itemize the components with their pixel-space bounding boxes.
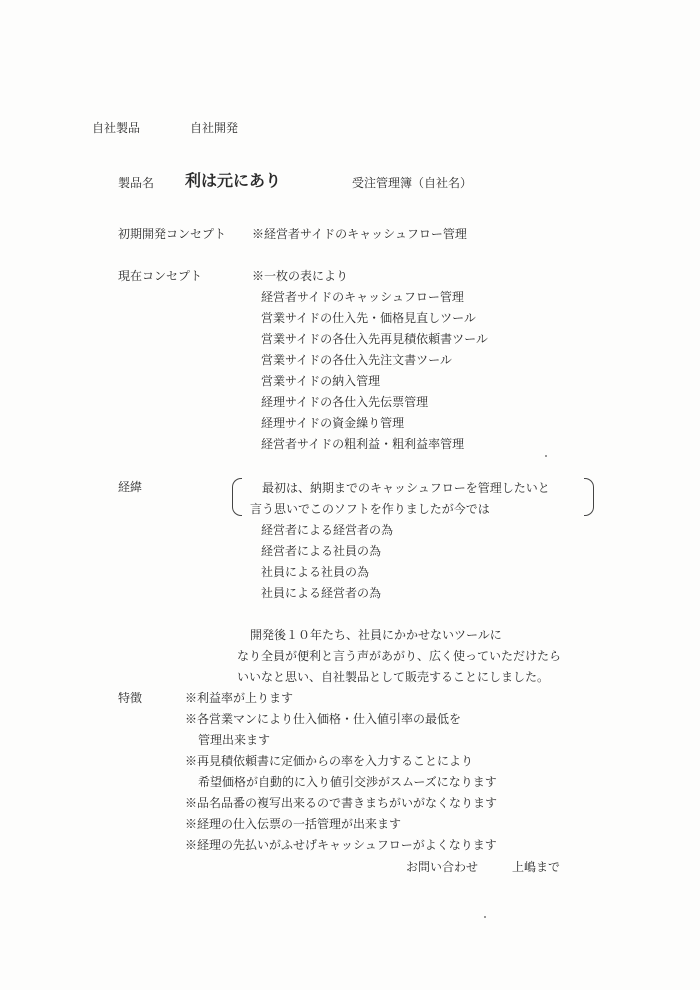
feature-line: ※再見積依頼書に定価からの率を入力することにより: [185, 754, 474, 768]
concept-item: 営業サイドの各仕入先注文書ツール: [261, 353, 452, 367]
initial-concept-value: ※経営者サイドのキャッシュフロー管理: [252, 227, 467, 241]
feature-line: 管理出来ます: [198, 733, 271, 747]
features-label: 特徴: [118, 691, 143, 705]
feature-line: ※経理の仕入伝票の一括管理が出来ます: [185, 817, 402, 831]
concept-item: 経理サイドの資金繰り管理: [261, 416, 405, 430]
bracket-left: [232, 478, 242, 516]
feature-line: ※利益率が上ります: [185, 691, 294, 705]
background-bracket-line: 言う思いでこのソフトを作りましたが今では: [250, 502, 490, 516]
concept-item: 経営者サイドのキャッシュフロー管理: [261, 290, 464, 304]
concept-item: 営業サイドの各仕入先再見積依頼書ツール: [261, 332, 488, 346]
bracket-right: [584, 478, 594, 516]
feature-line: ※品名品番の複写出来るので書きまちがいがなくなります: [185, 796, 498, 810]
background-item: 経営者による社員の為: [261, 544, 382, 558]
feature-line: 希望価格が自動的に入り値引交渉がスムーズになります: [198, 775, 497, 789]
concept-item: 営業サイドの仕入先・価格見直しツール: [261, 311, 476, 325]
feature-line: ※各営業マンにより仕入価格・仕入値引率の最低を: [185, 712, 462, 726]
initial-concept-label: 初期開発コンセプト: [118, 227, 227, 241]
feature-line: ※経理の先払いがふせげキャッシュフローがよくなります: [185, 838, 497, 852]
current-concept-label: 現在コンセプト: [118, 269, 203, 283]
header-label: 自社製品: [92, 121, 141, 135]
concept-item: 営業サイドの納入管理: [261, 374, 381, 388]
current-concept-intro: ※一枚の表により: [252, 269, 349, 283]
background-paragraph-line: いいなと思い、自社製品として販売することにしました。: [237, 670, 550, 684]
product-subtitle: 受注管理簿（自社名）: [352, 176, 473, 190]
concept-item: 経理サイドの各仕入先伝票管理: [261, 395, 429, 409]
scan-speck: [545, 455, 547, 457]
background-item: 社員による社員の為: [261, 565, 370, 579]
background-item: 社員による経営者の為: [261, 586, 382, 600]
header-value: 自社開発: [190, 121, 239, 135]
background-label: 経緯: [118, 480, 143, 494]
contact-label: お問い合わせ: [406, 860, 479, 874]
background-item: 経営者による経営者の為: [261, 523, 394, 537]
concept-item: 経営者サイドの粗利益・粗利益率管理: [261, 437, 465, 451]
scan-speck: [484, 916, 486, 918]
background-paragraph-line: なり全員が便利と言う声があがり、広く使っていただけたら: [237, 649, 562, 663]
product-label: 製品名: [118, 176, 155, 190]
background-paragraph-line: 開発後１０年たち、社員にかかせないツールに: [250, 628, 502, 642]
contact-name: 上嶋まで: [512, 860, 561, 874]
background-bracket-line: 最初は、納期までのキャッシュフローを管理したいと: [262, 481, 550, 495]
product-name: 利は元にあり: [185, 171, 282, 190]
